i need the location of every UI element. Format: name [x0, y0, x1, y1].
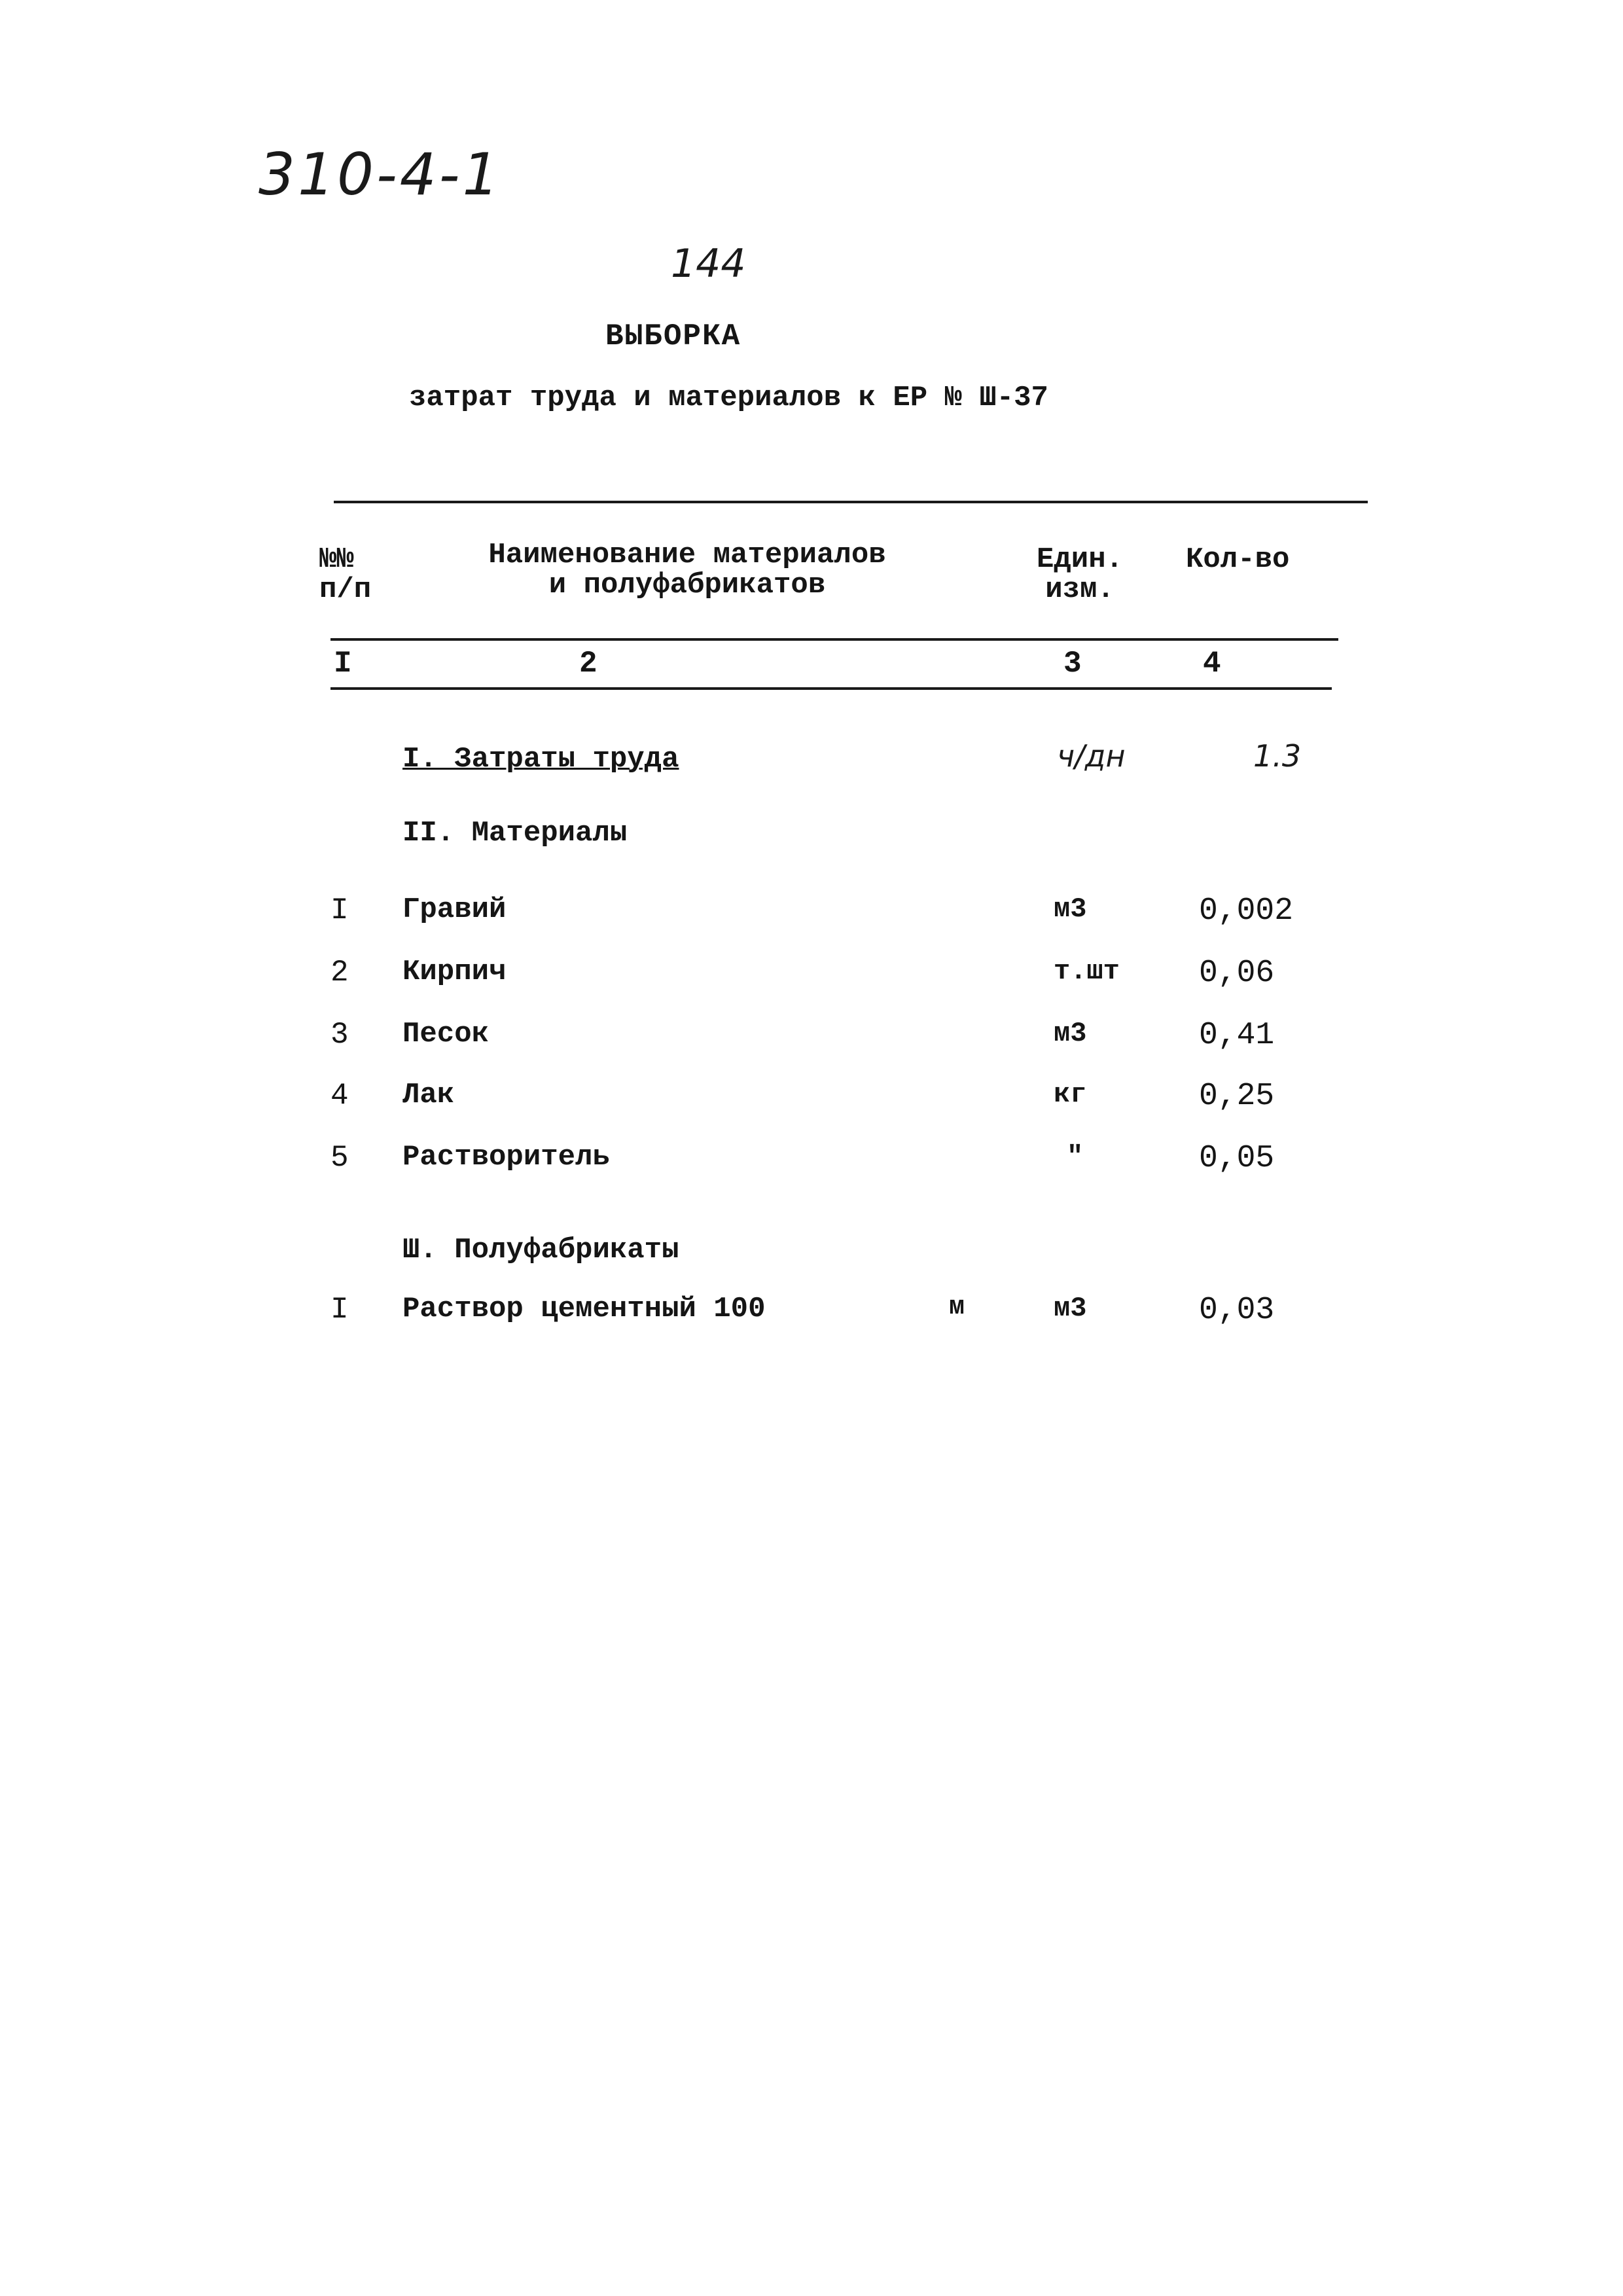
header-name-line1: Наименование материалов: [488, 539, 886, 571]
column-numbers-rule: [330, 687, 1332, 690]
table-row: [0, 1079, 1623, 1118]
row-name: Лак: [402, 1079, 455, 1111]
row-unit: ": [1067, 1141, 1084, 1172]
row-quantity: 0,002: [1199, 893, 1294, 929]
section-labor-label: I. Затраты труда: [402, 743, 679, 776]
row-quantity: 0,03: [1199, 1293, 1275, 1328]
row-quantity: 0,25: [1199, 1079, 1275, 1114]
row-number: 3: [330, 1018, 349, 1052]
row-unit: м3: [1054, 1018, 1087, 1049]
row-unit: м3: [1054, 893, 1087, 925]
row-name: Гравий: [402, 893, 507, 926]
row-unit: т.шт: [1054, 956, 1120, 987]
row-number: I: [330, 893, 349, 927]
row-unit: м3: [1054, 1293, 1087, 1324]
row-quantity: 0,05: [1199, 1141, 1275, 1176]
header-unit-line2: изм.: [1045, 573, 1115, 607]
section-semifinished-label: Ш. Полуфабрикаты: [402, 1234, 679, 1266]
labor-quantity: 1.3: [1253, 738, 1302, 774]
header-number-line1: №№: [319, 543, 354, 576]
page-title: ВЫБОРКА: [605, 319, 741, 353]
header-number-line2: п/п: [319, 573, 372, 607]
column-number-4: 4: [1203, 647, 1221, 681]
table-row: [0, 956, 1623, 995]
header-unit: [1024, 545, 1135, 605]
table-row: [0, 1141, 1623, 1180]
row-quantity: 0,41: [1199, 1018, 1275, 1053]
page-subtitle: затрат труда и материалов к ЕР № Ш-37: [409, 382, 1048, 414]
header-unit-line1: Един.: [1036, 543, 1124, 576]
column-number-1: I: [334, 647, 352, 681]
row-number: I: [330, 1293, 349, 1327]
row-number: 4: [330, 1079, 349, 1113]
row-name: Растворитель: [402, 1141, 610, 1174]
header-name: [458, 540, 916, 600]
labor-unit: ч/дн: [1057, 738, 1126, 774]
table-top-rule: [334, 501, 1368, 503]
row-number: 2: [330, 956, 349, 990]
row-name: Песок: [402, 1018, 490, 1050]
header-quantity: Кол-во: [1186, 543, 1290, 576]
row-number: 5: [330, 1141, 349, 1175]
document-code: 310-4-1: [259, 141, 502, 208]
header-bottom-rule: [330, 638, 1338, 641]
column-number-2: 2: [579, 647, 597, 681]
table-row: [0, 893, 1623, 933]
table-row: [0, 1293, 1623, 1332]
table-row: [0, 1018, 1623, 1057]
column-number-3: 3: [1063, 647, 1082, 681]
header-number: [319, 545, 371, 605]
header-name-line2: и полуфабрикатов: [548, 569, 826, 602]
row-name: Кирпич: [402, 956, 507, 988]
row-quantity: 0,06: [1199, 956, 1275, 991]
section-materials-label: II. Материалы: [402, 817, 628, 850]
row-unit: кг: [1054, 1079, 1087, 1110]
row-name: Раствор цементный 100: [402, 1293, 766, 1325]
sheet-number: 144: [671, 241, 746, 287]
row-mark: м: [949, 1293, 965, 1322]
